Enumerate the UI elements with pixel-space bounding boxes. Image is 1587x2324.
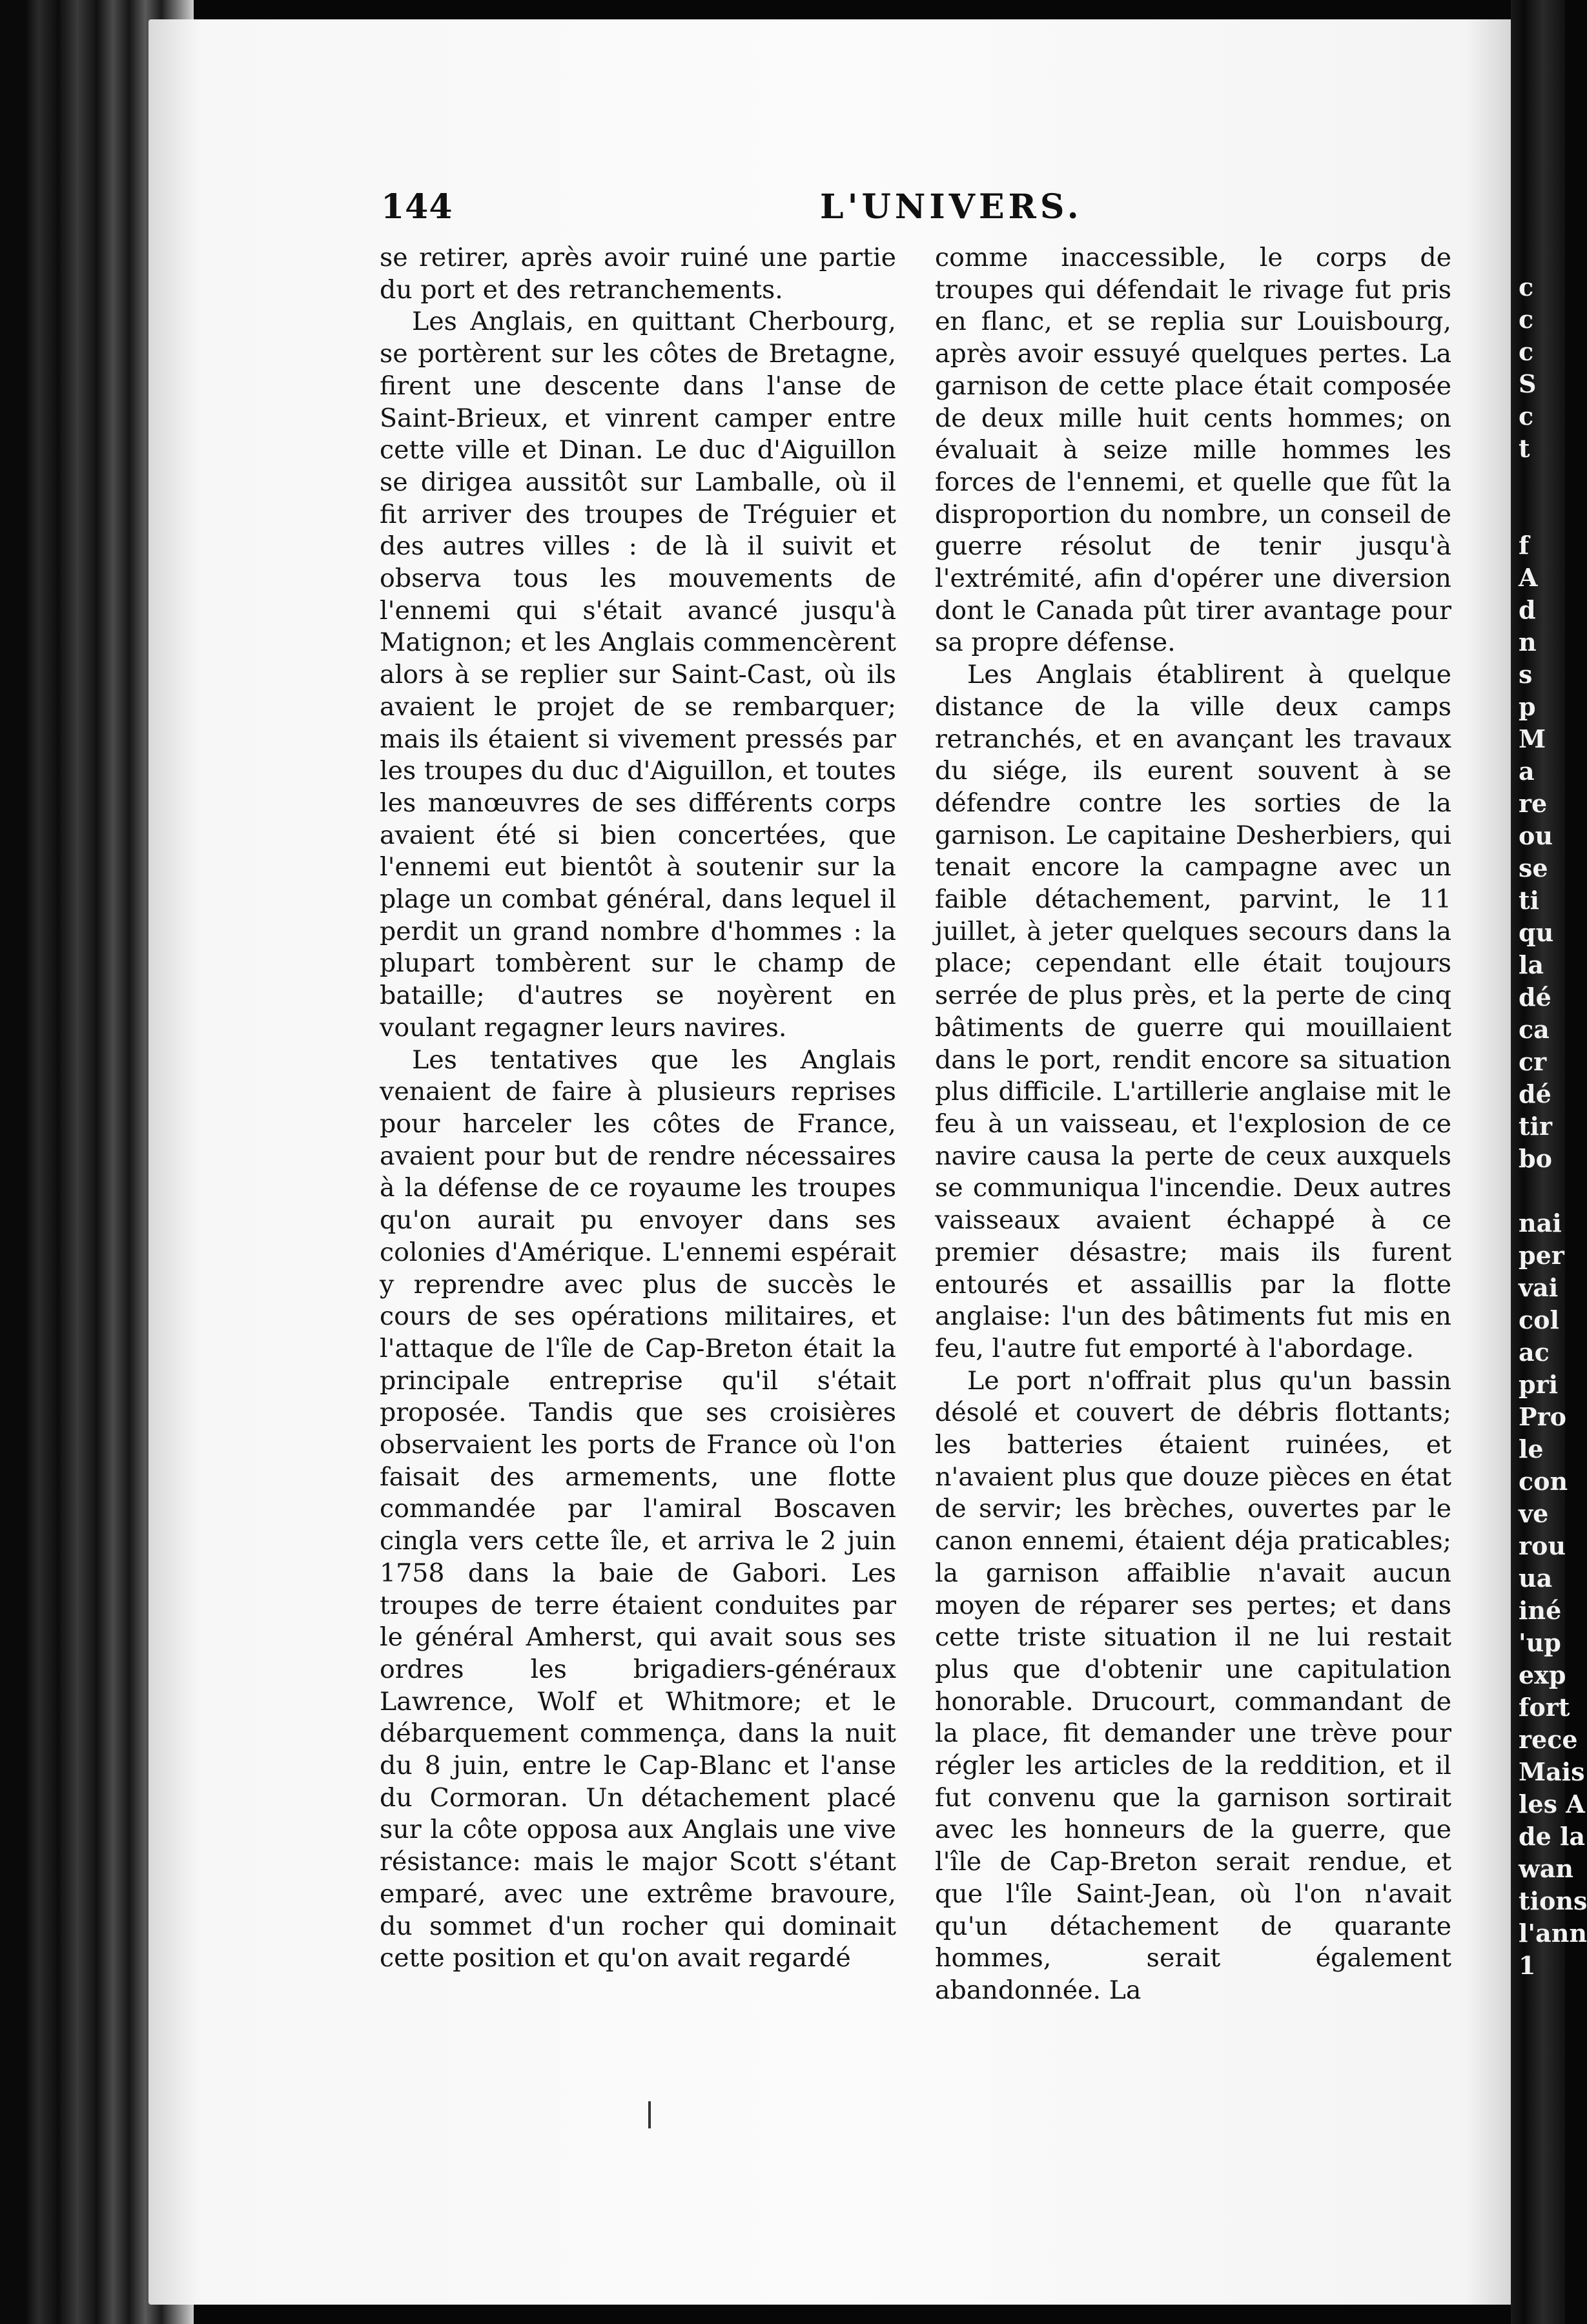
facing-page-fragment: c [1519, 337, 1534, 366]
facing-page-fragment: S [1519, 369, 1537, 398]
facing-page-fragment: col [1519, 1305, 1559, 1334]
facing-page-fragment: f [1519, 531, 1530, 560]
facing-page-fragment: Pro [1519, 1402, 1566, 1431]
facing-page-fragment: tions [1519, 1886, 1587, 1915]
text-column-right [935, 242, 1451, 2005]
facing-page-fragment: les A [1519, 1789, 1585, 1819]
facing-page-fragment: ca [1519, 1015, 1550, 1044]
paragraph: Les Anglais, en quittant Cherbourg, se portèrent sur les côtes de Bretagne, firent une descente dans l'anse de Saint-Brieux, et vinrent camper entre cette ville et Dinan. Le duc d'Aiguillon se dirigea aussitôt sur Lamballe, où il fit arriver des troupes de Tréguier et des autres villes : de là il suivit et observa tous les mouvements de l'ennemi qui s'était avancé jusqu'à Matignon; et les Anglais commencèrent alors à se replier sur Saint-Cast, où ils avaient le projet de se rembarquer; mais ils étaient si vivement pressés par les troupes du duc d'Aiguillon, et toutes les manœuvres de ses différents corps avaient été si bien concertées, que l'ennemi eut bientôt à soutenir sur la plage un combat général, dans lequel il perdit un grand nombre d'hommes : la plupart tombèrent sur le champ de bataille; d'autres se noyèrent en voulant regagner leurs navires. [380, 307, 896, 1043]
paragraph: Le port n'offrait plus qu'un bassin désolé et couvert de débris flottants; les batteries étaient ruinées, et n'avaient plus que douze pièces en état de servir; les brèches, ouvertes par le canon ennemi, étaient déja praticables; la garnison affaiblie n'avait aucun moyen de réparer ses pertes; et dans cette triste situation il ne lui restait plus que d'obtenir une capitulation honorable. Drucourt, commandant de la place, fit demander une trève pour régler les articles de la reddition, et il fut convenu que la garnison sortirait avec les honneurs de la guerre, que l'île de Cap-Breton serait rendue, et que l'île Saint-Jean, où l'on n'avait qu'un détachement de quarante hommes, serait également abandonnée. La [935, 1365, 1451, 2005]
page-number: 144 [381, 187, 453, 227]
facing-page-fragment: pri [1519, 1370, 1559, 1399]
facing-page-fragment: ti [1519, 886, 1539, 915]
text-column-left [380, 242, 896, 1973]
facing-page-fragment [1519, 497, 1565, 529]
margin-mark [648, 2101, 651, 2128]
facing-page-fragment: qu [1519, 918, 1554, 947]
journal-title: L'UNIVERS. [820, 187, 1083, 227]
facing-page-fragment: dé [1519, 1079, 1551, 1108]
facing-page-fragment [1519, 1175, 1565, 1207]
facing-page-fragment: c [1519, 402, 1534, 431]
facing-page-fragment: A [1519, 563, 1538, 592]
facing-page-fragment: la [1519, 950, 1544, 979]
facing-page-fragment: c [1519, 272, 1534, 301]
facing-page-fragment: l'ann [1519, 1919, 1587, 1948]
facing-page-fragment: t [1519, 434, 1530, 463]
facing-page-fragment: per [1519, 1241, 1564, 1270]
facing-page-fragment: vai [1519, 1273, 1559, 1302]
facing-page-fragment: ou [1519, 821, 1553, 850]
facing-page-fragment [1519, 465, 1565, 497]
facing-page-fragment: rou [1519, 1531, 1566, 1560]
facing-page-text-fragments [1519, 271, 1587, 1982]
facing-page-fragment: s [1519, 660, 1533, 689]
facing-page-fragment: p [1519, 692, 1536, 721]
paragraph: comme inaccessible, le corps de troupes qui défendait le rivage fut pris en flanc, et se replia sur Louisbourg, après avoir essuyé quelques pertes. La garnison de cette place était composée de deux mille huit cents hommes; on évaluait à seize mille hommes les forces de l'ennemi, et quelle que fût la disproportion du nombre, un conseil de guerre résolut de tenir jusqu'à l'extrémité, afin d'opérer une diversion dont le Canada pût tirer avantage pour sa propre défense. [935, 243, 1451, 658]
facing-page-fragment: 'up [1519, 1628, 1561, 1657]
facing-page-fragment: fort [1519, 1693, 1570, 1722]
facing-page-fragment: d [1519, 595, 1536, 624]
facing-page-fragment: c [1519, 305, 1534, 334]
facing-page-fragment: ua [1519, 1564, 1553, 1593]
facing-page-fragment: ve [1519, 1499, 1549, 1528]
facing-page-fragment: con [1519, 1467, 1568, 1496]
facing-page-fragment: M [1519, 724, 1546, 753]
facing-page-fragment: a [1519, 757, 1535, 786]
facing-page-fragment: nai [1519, 1208, 1562, 1238]
facing-page-fragment: de la [1519, 1822, 1586, 1851]
paragraph: se retirer, après avoir ruiné une partie du port et des retranchements. [380, 243, 896, 305]
paragraph: Les Anglais établirent à quelque distance de la ville deux camps retranchés, et en avançant les travaux du siége, ils eurent souvent à se défendre contre les sorties de la garnison. Le capitaine Desherbiers, qui tenait encore la campagne avec un faible détachement, parvint, le 11 juillet, à jeter quelques secours dans la place; cependant elle était toujours serrée de plus près, et la perte de cinq bâtiments de guerre qui mouillaient dans le port, rendit encore sa situation plus difficile. L'artillerie anglaise mit le feu à un vaisseau, et l'explosion de ce navire causa la perte de ceux auxquels se communiqua l'incendie. Deux autres vaisseaux avaient échappé à ce premier désastre; mais ils furent entourés et assaillis par la flotte anglaise: l'un des bâtiments fut mis en feu, l'autre fut emporté à l'abordage. [935, 660, 1451, 1363]
facing-page-fragment: tir [1519, 1112, 1553, 1141]
facing-page-fragment: bo [1519, 1144, 1552, 1173]
facing-page-fragment: wan [1519, 1854, 1573, 1883]
running-head [381, 187, 1453, 239]
facing-page-fragment: se [1519, 853, 1548, 882]
facing-page-fragment: rece [1519, 1725, 1578, 1754]
facing-page-fragment: le [1519, 1434, 1544, 1463]
facing-page-fragment: 1 [1519, 1951, 1536, 1980]
facing-page-fragment: dé [1519, 983, 1551, 1012]
facing-page-fragment: Mais [1519, 1757, 1585, 1786]
paragraph: Les tentatives que les Anglais venaient de faire à plusieurs reprises pour harceler les côtes de France, avaient pour but de rendre nécessaires à la défense de ce royaume les troupes qu'on aurait pu envoyer dans ses colonies d'Amérique. L'ennemi espérait y reprendre avec plus de succès le cours de ses opérations militaires, et l'attaque de l'île de Cap-Breton était la principale entreprise qu'il s'était proposée. Tandis que ses croisières observaient les ports de France où l'on faisait des armements, une flotte commandée par l'amiral Boscaven cingla vers cette île, et arriva le 2 juin 1758 dans la baie de Gabori. Les troupes de terre étaient conduites par le général Amherst, qui avait sous ses ordres les brigadiers-généraux Lawrence, Wolf et Whitmore; et le débarquement commença, dans la nuit du 8 juin, entre le Cap-Blanc et l'anse du Cormoran. Un détachement placé sur la côte opposa aux Anglais une vive résistance: mais le major Scott s'étant emparé, avec une extrême bravoure, du sommet d'un rocher qui dominait cette position et qu'on avait regardé [380, 1045, 896, 1973]
facing-page-fragment: re [1519, 789, 1548, 818]
facing-page-fragment: ac [1519, 1338, 1550, 1367]
facing-page-fragment: cr [1519, 1047, 1547, 1076]
facing-page-fragment: exp [1519, 1660, 1566, 1689]
facing-page-fragment: n [1519, 627, 1537, 657]
facing-page-fragment: iné [1519, 1596, 1562, 1625]
